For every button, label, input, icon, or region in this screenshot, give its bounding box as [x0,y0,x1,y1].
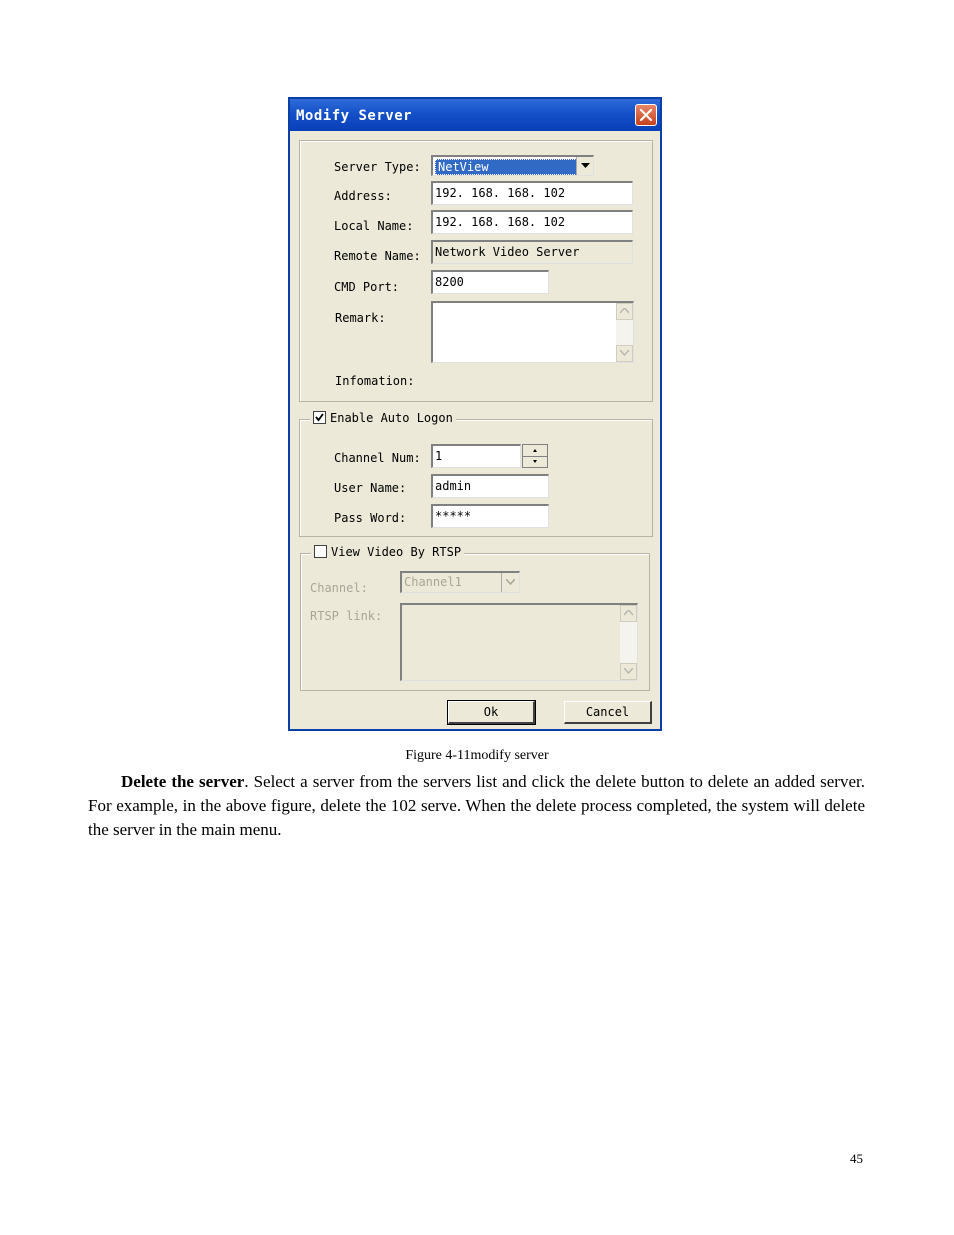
body-paragraph [88,770,865,842]
remark-scroll-down-button[interactable] [616,345,633,362]
server-type-dropdown-button[interactable] [576,157,593,175]
channel-num-label: Channel Num: [334,451,421,465]
rtsp-scroll-down-button [620,663,637,680]
cancel-button[interactable]: Cancel [564,701,652,724]
information-label: Infomation: [335,374,415,388]
rtsp-channel-dropdown-button [501,573,519,592]
arrow-up-icon [523,445,547,456]
rtsp-label: View Video By RTSP [331,545,462,559]
chevron-down-icon [624,668,633,674]
dialog-titlebar[interactable] [290,99,660,131]
figure-caption: Figure 4-11modify server [405,748,549,763]
close-icon [639,108,653,122]
rtsp-legend[interactable] [311,545,464,559]
rtsp-link-scrollbar [620,605,637,680]
rtsp-channel-label: Channel: [310,581,368,595]
address-field[interactable]: 192. 168. 168. 102 [431,181,633,205]
server-type-value: NetView [435,159,577,175]
remark-scrollbar[interactable] [616,303,633,362]
auto-logon-checkbox[interactable] [313,411,326,424]
cmd-port-label: CMD Port: [334,280,400,294]
rtsp-channel-value: Channel1 [404,575,462,589]
dialog-title: Modify Server [296,108,413,124]
pass-word-label: Pass Word: [334,511,407,525]
remote-name-label: Remote Name: [334,249,421,263]
checkmark-icon [314,412,325,423]
local-name-field[interactable]: 192. 168. 168. 102 [431,210,633,234]
user-name-field[interactable]: admin [431,474,549,498]
rtsp-link-textarea [400,603,638,681]
rtsp-checkbox[interactable] [314,545,327,558]
remote-name-field: Network Video Server [431,240,633,264]
chevron-down-icon [581,163,590,169]
auto-logon-legend[interactable] [310,411,456,425]
rtsp-channel-select [400,571,520,593]
server-type-label: Server Type: [334,160,421,174]
chevron-down-icon [620,350,629,356]
chevron-down-icon [506,579,515,585]
channel-num-field[interactable]: 1 [431,444,521,468]
arrow-down-icon [523,456,547,467]
remark-textarea[interactable] [431,301,634,363]
close-button[interactable] [635,104,657,126]
chevron-up-icon [620,308,629,314]
remark-label: Remark: [335,311,386,325]
server-type-select[interactable] [431,155,594,176]
paragraph-text: . Select a server from the servers list and click the delete button to delete an added server. For example, in the above figure, delete the 102 serve. When the delete process completed, the system will delete the server in the main menu. [88,772,865,839]
remark-scroll-up-button[interactable] [616,303,633,320]
rtsp-scroll-up-button [620,605,637,622]
page-number: 45 [850,1151,863,1166]
paragraph-heading: Delete the server [121,772,245,791]
auto-logon-label: Enable Auto Logon [330,411,453,425]
cmd-port-field[interactable]: 8200 [431,270,549,294]
user-name-label: User Name: [334,481,407,495]
ok-button[interactable]: Ok [448,701,535,724]
modify-server-dialog [288,97,662,731]
spin-down-button[interactable] [523,456,547,467]
address-label: Address: [334,189,392,203]
chevron-up-icon [624,610,633,616]
pass-word-field[interactable]: ***** [431,504,549,528]
channel-num-spinner[interactable] [522,444,548,468]
local-name-label: Local Name: [334,219,414,233]
rtsp-link-label: RTSP link: [310,609,383,623]
